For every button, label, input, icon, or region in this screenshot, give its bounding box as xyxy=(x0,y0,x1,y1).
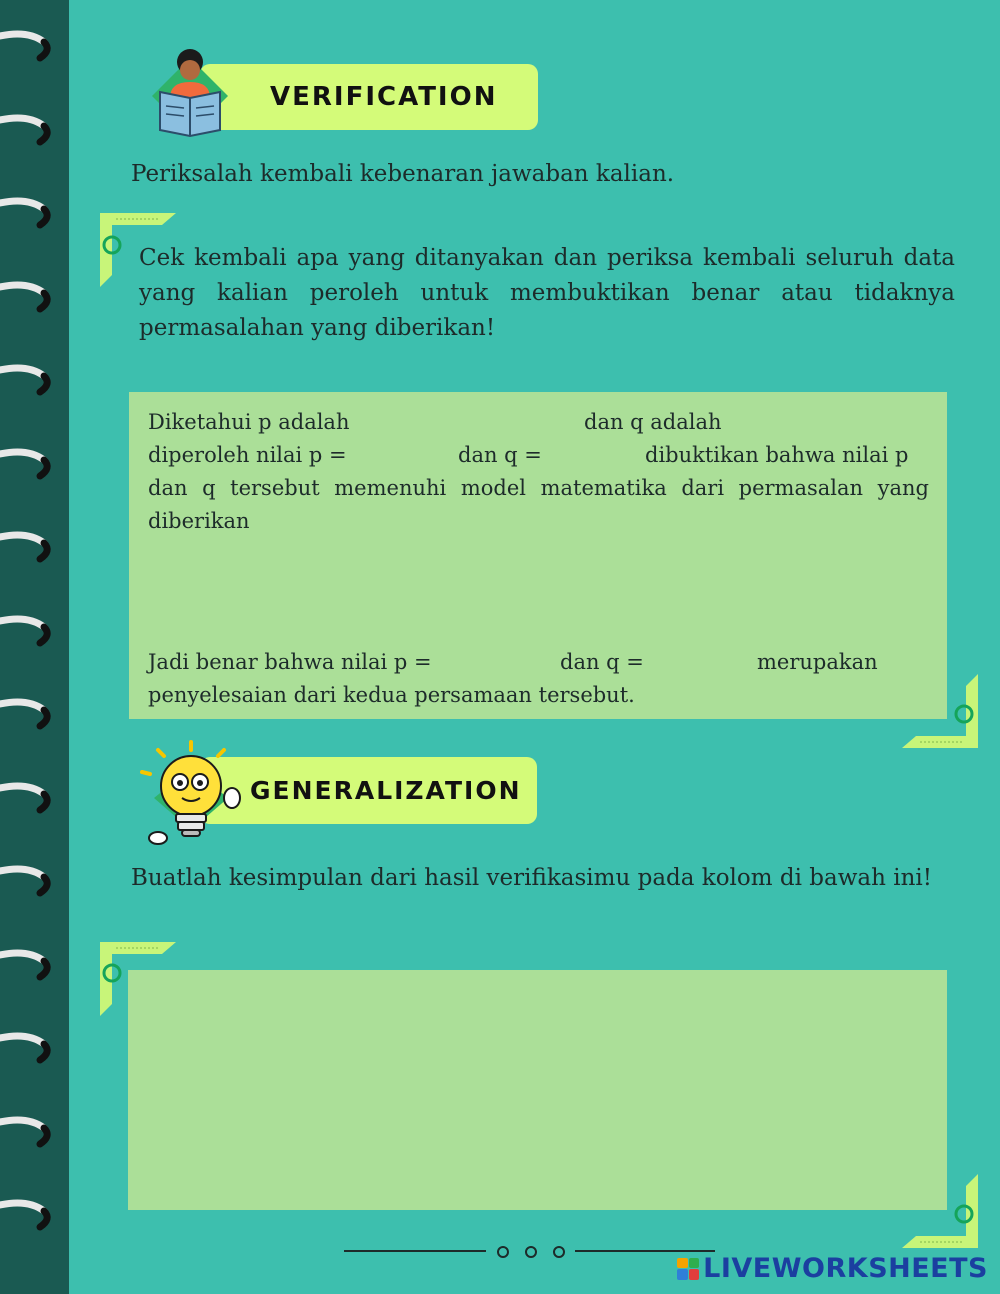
spiral-ring xyxy=(0,1114,58,1154)
verification-paragraph: Cek kembali apa yang ditanyakan dan periksa kembali seluruh data yang kalian peroleh untuk membuktikan benar atau tidaknya permasalahan yang diberikan! xyxy=(139,245,955,341)
known-q-label: dan q adalah xyxy=(584,410,722,434)
spiral-ring xyxy=(0,1197,58,1237)
spiral-ring xyxy=(0,529,58,569)
corner-decoration-bottom-right-2 xyxy=(900,1170,980,1250)
spiral-ring xyxy=(0,1030,58,1070)
spiral-ring xyxy=(0,446,58,486)
footer-dot xyxy=(553,1246,565,1258)
known-p-label: Diketahui p adalah xyxy=(148,410,350,434)
proved-rest-text: dan q tersebut memenuhi model matematika dari permasalan yang diberikan xyxy=(148,476,929,533)
reading-woman-icon xyxy=(140,40,240,140)
verification-title: VERIFICATION xyxy=(270,82,498,112)
footer-line-left xyxy=(344,1250,486,1252)
footer-dot xyxy=(497,1246,509,1258)
generalization-instruction: Buatlah kesimpulan dari hasil verifikasimu pada kolom di bawah ini! xyxy=(131,865,933,891)
liveworksheets-brand[interactable] xyxy=(677,1253,988,1284)
conclusion-q-label: dan q = xyxy=(560,650,644,674)
spiral-ring xyxy=(0,279,58,319)
liveworksheets-logo-icon xyxy=(677,1258,699,1280)
generalization-answer-box[interactable] xyxy=(128,970,947,1210)
corner-decoration-bottom-right xyxy=(900,670,980,750)
obtained-p-label: diperoleh nilai p = xyxy=(148,443,347,467)
spiral-ring xyxy=(0,780,58,820)
conclusion-end-text: penyelesaian dari kedua persamaan tersebut. xyxy=(148,683,635,707)
conclusion-mid-label: merupakan xyxy=(757,650,878,674)
spiral-ring xyxy=(0,112,58,152)
obtained-q-label: dan q = xyxy=(458,443,542,467)
verification-instruction: Periksalah kembali kebenaran jawaban kalian. xyxy=(131,161,675,187)
spiral-ring xyxy=(0,613,58,653)
verification-header xyxy=(200,64,538,130)
spiral-ring xyxy=(0,863,58,903)
proved-intro-label: dibuktikan bahwa nilai p xyxy=(645,443,909,467)
conclusion-p-label: Jadi benar bahwa nilai p = xyxy=(148,650,432,674)
spiral-ring xyxy=(0,28,58,68)
spiral-ring xyxy=(0,696,58,736)
lightbulb-icon xyxy=(136,738,246,850)
brand-name: LIVEWORKSHEETS xyxy=(703,1253,988,1284)
spiral-ring xyxy=(0,362,58,402)
spiral-ring xyxy=(0,947,58,987)
footer-line-right xyxy=(575,1250,715,1252)
generalization-title: GENERALIZATION xyxy=(250,776,522,805)
footer-dot xyxy=(525,1246,537,1258)
spiral-ring xyxy=(0,195,58,235)
generalization-header xyxy=(200,757,537,824)
